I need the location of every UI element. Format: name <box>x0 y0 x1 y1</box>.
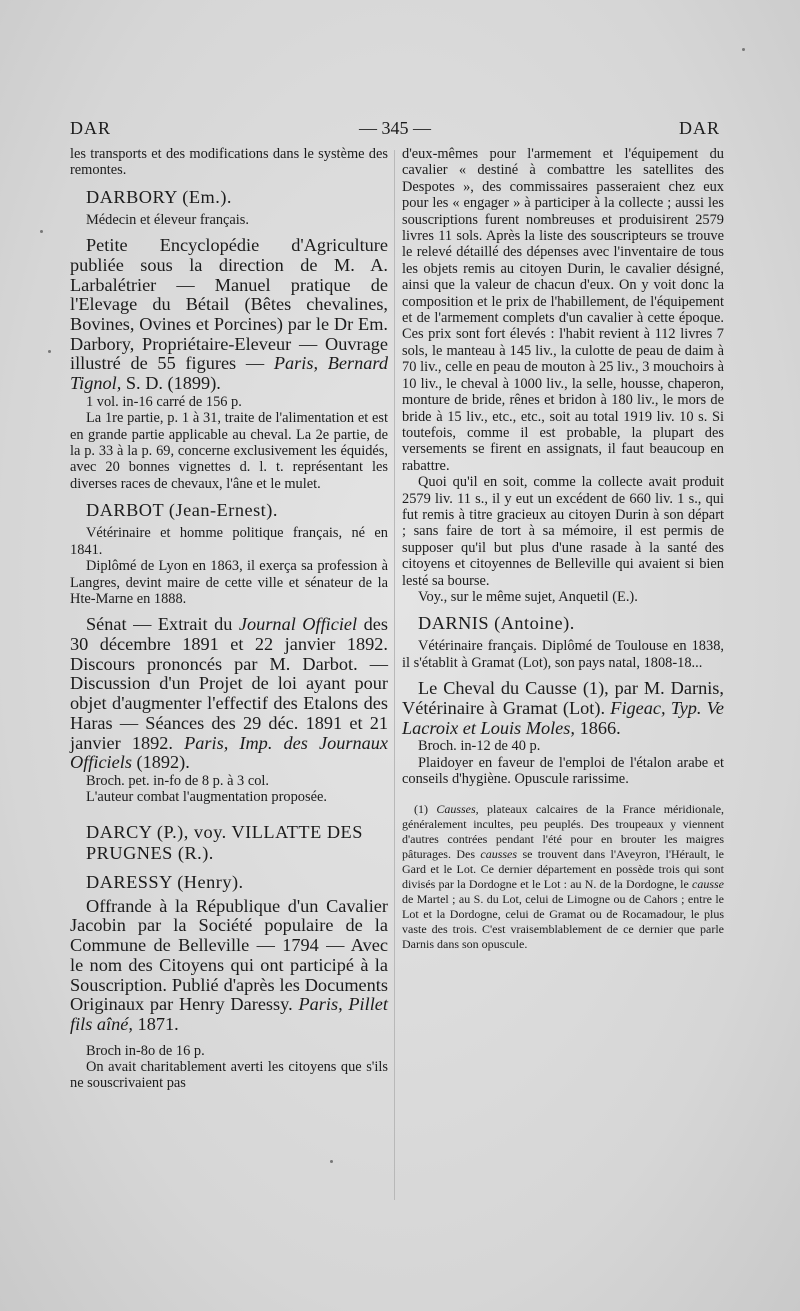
work-format: 1 vol. in-16 carré de 156 p. <box>86 393 242 410</box>
entry-darbot <box>70 500 388 805</box>
work-note: On avait charitablement averti les citoyens que s'ils ne souscrivaient pas <box>70 1059 388 1092</box>
work-title: Le Cheval du Causse (1), par M. Darnis, Vétérinaire à Gramat (Lot). Figeac, Typ. Ve Lacroix et Louis Moles, 1866. <box>402 678 724 738</box>
entry-continuation-2: Quoi qu'il en soit, comme la collecte avait produit 2579 liv. 11 s., il y eut un excédent de 660 liv. 1 s., qui fut remis à titre gracieux au citoyen Durin à son départ ; sans faire de tort à sa mémoire, il est permis de supposer qu'il but plus d'une rasade à la santé des citoyens et citoyennes de Belleville qui avaient si bien lesté sa bourse. <box>402 474 724 589</box>
work-title: Petite Encyclopédie d'Agriculture publiée sous la direction de M. A. Larbalétrier — Manuel pratique de l'Elevage du Bétail (Bêtes chevalines, Bovines, Ovines et Porcines) par le Dr Em. Darbory, Propriétaire-Eleveur — Ouvrage illustré de 55 figures — Paris, Bernard Tignol, S. D. (1899). <box>70 235 388 394</box>
work-format: Broch. pet. in-fo de 8 p. à 3 col. <box>86 772 270 789</box>
left-column <box>70 146 388 1092</box>
footnote: (1) Causses, plateaux calcaires de la France méridionale, généralement incultes, peu peuplés. Des troupeaux y viennent d'autres contrées pendant l'été pour en brouter les maigres pâturages. Des causses se trouvent dans l'Aveyron, l'Hérault, le Gard et le Lot. Ce dernier département en possède trois qui sont divisés par la Dordogne et le Lot : au N. de la Dordogne, le causse de Martel ; au S. du Lot, celui de Limogne ou de Cahors ; entre le Lot et la Dordogne, celui de Gramat ou de Rocamadour, le plus vaste des trois. C'est vraisemblablement de ce dernier que parle Darnis dans son opuscule. <box>402 801 725 951</box>
entry-continuation: d'eux-mêmes pour l'armement et l'équipement du cavalier « destiné à combattre les satellites des Despotes », des commissaires passeraient chez eux pour les « engager » à participer à la collecte ; aussi les souscriptions furent nombreuses et produisirent 2579 livres 11 sols. Après la liste des souscripteurs se trouve le relevé détaillé des dépenses avec l'inventaire de tous les objets remis au citoyen Durin, le cavalier désigné, ainsi que la valeur de chacun d'eux. On y voit donc la composition et le prix de l'habillement, de l'équipement et de l'armement complets d'un cavalier à cette époque. Ces prix sont fort élevés : l'habit revient à 112 livres 7 sols, le manteau à 145 liv., la culotte de peau de daim à 70 liv., celle en peau de mouton à 25 liv., 3 mouchoirs à 10 liv., le cheval à 1000 liv., la selle, housse, chaperon, monture de bride, rênes et bridon à 180 liv., le mors de bride à 15 liv., etc., etc., soit au total 1919 liv. 10 s. Si toutefois, comme il est probable, la plupart des versements se firent en assignats, il faut beaucoup en rabattre. <box>402 146 724 474</box>
work-format: Broch in-8o de 16 p. <box>86 1042 205 1059</box>
entry-heading: DARNIS (Antoine). <box>418 613 575 634</box>
entry-darbory <box>70 187 388 492</box>
entry-bio: Diplômé de Lyon en 1863, il exerça sa profession à Langres, devint maire de cette ville et sénateur de la Hte-Marne en 1888. <box>70 558 388 607</box>
header-left: DAR <box>70 118 112 138</box>
work-note: La 1re partie, p. 1 à 31, traite de l'alimentation et est en grande partie applicable au cheval. La 2e partie, de la p. 33 à la p. 69, concerne exclusivement les équidés, avec 20 bonnes vignettes d. l. t. représentant les diverses races de chevaux, l'âne et le mulet. <box>70 410 388 492</box>
right-column <box>402 146 724 952</box>
paper-speck <box>742 48 745 51</box>
page-number: — 345 — <box>359 118 431 138</box>
entry-daressy <box>70 872 388 1092</box>
entry-heading: DARBOT (Jean-Ernest). <box>86 500 278 521</box>
column-divider <box>394 150 395 1200</box>
work-format: Broch. in-12 de 40 p. <box>418 738 541 755</box>
entry-heading: DARESSY (Henry). <box>86 871 244 892</box>
header-right: DAR <box>678 118 720 138</box>
work-title: Offrande à la République d'un Cavalier Jacobin par la Société populaire de la Commune de Belleville — 1794 — Avec le nom des Citoyens qui ont participé à la Souscription. Publié d'après les Documents Originaux par Henry Daressy. Paris, Pillet fils aîné, 1871. <box>70 895 388 1034</box>
paper-speck <box>40 230 43 233</box>
work-note: L'auteur combat l'augmentation proposée. <box>86 789 327 806</box>
work-note: Plaidoyer en faveur de l'emploi de l'étalon arabe et conseils d'hygiène. Opuscule rarissime. <box>402 754 724 788</box>
entry-darnis <box>402 613 724 787</box>
running-header <box>70 118 720 142</box>
entry-continuation: les transports et des modifications dans le système des remontes. <box>70 146 388 179</box>
entry-description: Vétérinaire et homme politique français, né en 1841. <box>70 525 388 558</box>
see-also: Voy., sur le même sujet, Anquetil (E.). <box>418 588 638 605</box>
entry-heading: DARBORY (Em.). <box>86 186 232 207</box>
entry-darcy-heading: DARCY (P.), voy. VILLATTE DES PRUGNES (R.). <box>86 821 363 863</box>
entry-description: Médecin et éleveur français. <box>86 211 250 228</box>
work-title: Sénat — Extrait du Journal Officiel des 30 décembre 1891 et 22 janvier 1892. Discours prononcés par M. Darbot. — Discussion d'un Projet de loi ayant pour objet d'augmenter l'effectif des Etalons des Haras — Séances des 29 déc. 1891 et 21 janvier 1892. Paris, Imp. des Journaux Officiels (1892). <box>70 614 389 773</box>
entry-description: Vétérinaire français. Diplômé de Toulouse en 1838, il s'établit à Gramat (Lot), son pays natal, 1808-18... <box>402 638 724 671</box>
paper-speck <box>330 1160 333 1163</box>
paper-speck <box>48 350 51 353</box>
